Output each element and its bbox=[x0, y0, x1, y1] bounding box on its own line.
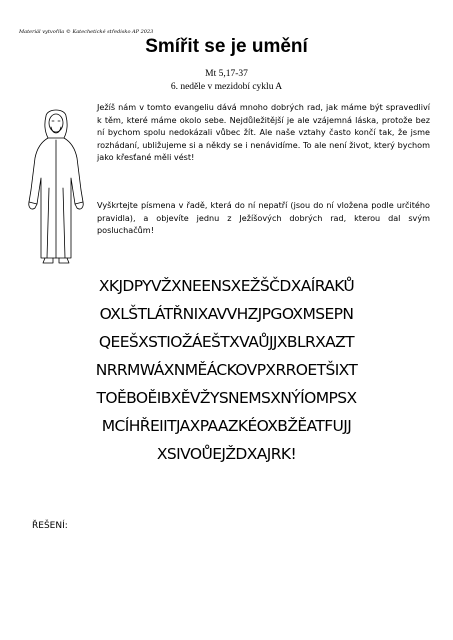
puzzle-line: XKJDPYVŽXNEENSXEŽŠČDXAÍRAKŮ bbox=[98, 277, 355, 295]
puzzle-line: OXLŠTLÁTŘNIXAVVHZJPGOXMSEPN bbox=[99, 305, 354, 323]
page-title: Smířit se je umění bbox=[145, 36, 308, 57]
letter-puzzle bbox=[24, 272, 429, 468]
puzzle-line: MCÍHŘEIITJAXPAAZKÉOXBŽĚATFUJJ bbox=[101, 417, 352, 435]
instruction-text: Vyškrtejte písmena v řadě, která do ní nepatří (jsou do ní vložena podle určitého pravidla), a objevíte jednu z Ježíšových dobrých rad, kterou dal svým posluchačům! bbox=[97, 200, 430, 236]
intro-text: Ježíš nám v tomto evangeliu dává mnoho dobrých rad, jak máme být spravedliví k těm, které máme okolo sebe. Nejdůležitější je ale vzájemná láska, protože bez ní bychom spolu nedokázali vůbec žít. Ale naše vztahy často končí tak, že jsme rozhádaní, ubližujeme si a někdy se i nenávidíme. To ale není život, který bychom jako křesťané měli vést! bbox=[97, 102, 430, 163]
header-note: Materiál vytvořila © Katechetické středisko AP 2023 bbox=[19, 29, 154, 35]
solution-label: ŘEŠENÍ: bbox=[32, 521, 68, 531]
puzzle-line: XSIVOŮEJŽDXAJRK! bbox=[156, 445, 297, 463]
puzzle-line: QEEŠXSTIOŽÁEŠTXVAŮJJXBLRXAZT bbox=[98, 333, 355, 351]
liturgical-occasion: 6. neděle v mezidobí cyklu A bbox=[170, 82, 283, 92]
bible-reference: Mt 5,17-37 bbox=[205, 69, 248, 79]
jesus-figure-icon bbox=[27, 108, 85, 266]
puzzle-line: TOĚBOĚIBXĚVŽYSNEMSXNÝÍOMPSX bbox=[96, 389, 357, 407]
puzzle-line: NRRMWÁXNMĚÁCKOVPXRROETŠIXT bbox=[95, 361, 358, 379]
